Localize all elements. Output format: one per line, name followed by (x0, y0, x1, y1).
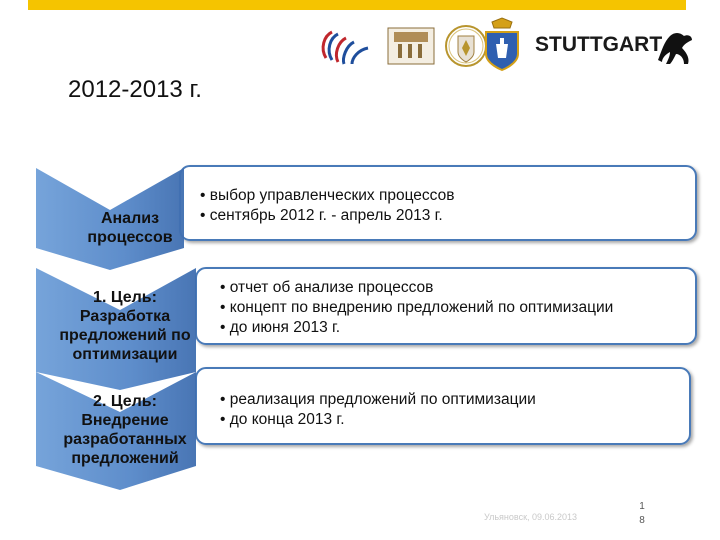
stage-1-label-line: процессов (87, 229, 173, 246)
stage-2-label-line: Разработка (79, 308, 171, 325)
stage-2-label (40, 288, 210, 364)
stage-3-label-line: разработанных (63, 431, 187, 448)
stuttgart-logo-text: STUTTGART (535, 33, 663, 56)
page-number-line: 8 (639, 515, 645, 526)
bullet-item: • до июня 2013 г. (220, 319, 341, 336)
bullet-item: • выбор управленческих процессов (200, 187, 455, 204)
bullet-item: • реализация предложений по оптимизации (220, 391, 536, 408)
stage-3-label (40, 392, 210, 468)
page-title: 2012-2013 г. (68, 76, 202, 103)
stage-3-label-line: предложений (71, 450, 179, 467)
page-number-line: 1 (639, 501, 645, 512)
bullet-item: • сентябрь 2012 г. - апрель 2013 г. (200, 207, 443, 224)
stage-1-label-line: Анализ (100, 210, 160, 227)
stage-3-label-line: 2. Цель: (93, 393, 157, 410)
bullet-item: • концепт по внедрению предложений по оптимизации (220, 299, 614, 316)
stage-1-label (60, 209, 200, 247)
stage-1-bullets (200, 186, 454, 226)
bullet-item: • отчет об анализе процессов (220, 279, 434, 296)
stage-3-bullets (220, 390, 536, 430)
stage-2-label-line: предложений по (59, 327, 191, 344)
page-number (636, 500, 648, 528)
bullet-item: • до конца 2013 г. (220, 411, 345, 428)
stage-2-label-line: 1. Цель: (93, 289, 157, 306)
stage-2-bullets (220, 278, 613, 338)
footer-text: Ульяновск, 09.06.2013 (484, 512, 578, 522)
stage-2-label-line: оптимизации (72, 346, 178, 363)
stage-3-label-line: Внедрение (81, 412, 169, 429)
